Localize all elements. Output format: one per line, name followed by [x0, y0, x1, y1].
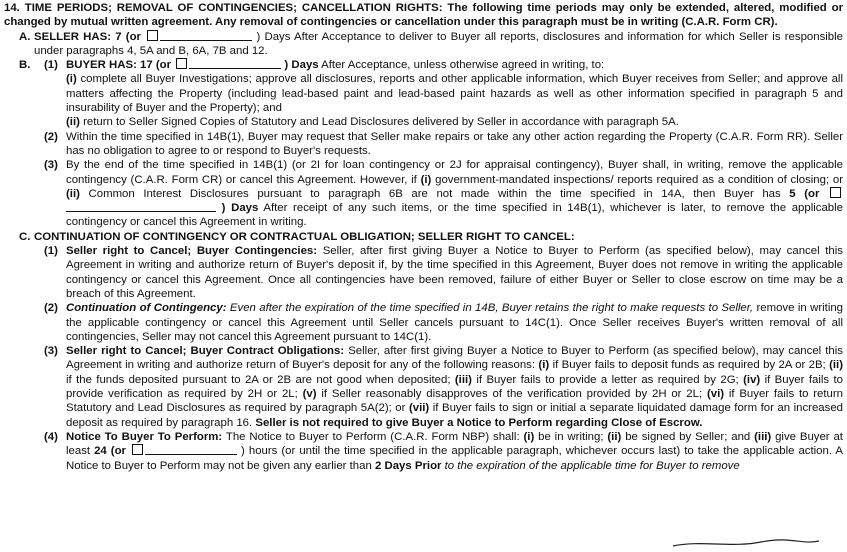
- paragraph-text: remove in writing the applicable contingency or cancel this Agreement until Seller cancels pursuant to 14C(1). Once Seller receives Buyer's written removal of all contingencies, Seller may not cancel this Agreement pursuant to 14C(1).: [66, 302, 844, 343]
- clause-ii-text: Common Interest Disclosures pursuant to paragraph 6B are not made within the time specified in 14A, then Buyer has: [88, 187, 781, 200]
- reason-vii-text: if Buyer fails to sign or initial a separate liquidated damage form for an increased deposit as required by paragraph 16.: [66, 402, 843, 429]
- reason-iii-text: if Buyer fails to provide a letter as required by 2G;: [476, 373, 739, 386]
- reason-vii-label: (vii): [408, 402, 430, 415]
- paragraph-letter: A.: [19, 30, 31, 43]
- clause-i-label: (i): [420, 173, 432, 186]
- section-intro: The following time periods may only be extended, altered, modified or changed by mutual written agreement. Any removal of contingencies or cancellation under this paragraph must be in writing (C.A.R. Form CR).: [4, 2, 844, 29]
- paragraph-text-3: to the expiration of the applicable time for Buyer to remove: [444, 459, 740, 472]
- item-label: Seller right to Cancel; Buyer Contract Obligations:: [66, 345, 345, 358]
- item-number: (1): [44, 59, 58, 72]
- paragraph-text: By the end of the time specified in 14B(1) (or 2I for loan contingency or 2J for appraisal contingency), Buyer shall, in writing, remove the applicable contingency (C.A.R. Form CR) or cancel this Agreement. However, if: [66, 159, 843, 186]
- buyer-has-label: BUYER HAS: 17 (or: [66, 59, 172, 72]
- paragraph-text: Seller, after first giving Buyer a Notice to Buyer to Perform (as specified below), may cancel this Agreement in writing and authorize return of Buyer's deposit if, by the time specified in this Agreement, Buyer does not remove in writing the applicable contingency or cancel this Agreement. Once all contingencies have been removed, failure of either Buyer or Seller to close escrow on time may be a breach of this Agreement.: [66, 245, 843, 300]
- paragraph-14b2: [4, 130, 843, 159]
- reason-iv-text: if Buyer fails to provide verification as required by 2H or 2L;: [66, 373, 843, 401]
- clause-ii-label: (ii): [66, 187, 80, 200]
- paragraph-14b3: [4, 158, 843, 229]
- paragraph-title: CONTINUATION OF CONTINGENCY OR CONTRACTUAL OBLIGATION; SELLER RIGHT TO CANCEL:: [34, 230, 575, 243]
- clause-i-text: government-mandated inspections/ reports required as a condition of closing; or: [435, 173, 843, 186]
- alternate-hours-checkbox[interactable]: [132, 444, 143, 455]
- paragraph-text-2: ) hours (or until the time specified in the applicable paragraph, whichever occurs last) to take the applicable action. A Notice to Buyer to Perform may not be given any earlier than: [66, 445, 844, 472]
- paragraph-14c4: [4, 430, 843, 473]
- paragraph-14c: [4, 230, 843, 244]
- item-number: (3): [44, 159, 58, 172]
- item-number: (4): [44, 430, 58, 443]
- alternate-days-checkbox[interactable]: [147, 30, 158, 41]
- days-label: 5 (or: [789, 187, 820, 200]
- clause-i-label: (i): [66, 73, 77, 86]
- alternate-days-field[interactable]: [189, 68, 281, 69]
- hours-label: 24 (or: [94, 445, 126, 458]
- clause-i-label: (i): [523, 430, 535, 443]
- reason-ii-text: if the funds deposited pursuant to 2A or 2B are not good when deposited;: [66, 373, 451, 386]
- reason-iv-label: (iv): [743, 373, 761, 386]
- seller-has-label: SELLER HAS: 7 (or: [34, 30, 141, 43]
- paragraph-letter: C.: [19, 230, 31, 243]
- alternate-hours-field[interactable]: [145, 454, 237, 455]
- clause-iii-label: (iii): [754, 430, 772, 443]
- item-number: (2): [44, 130, 58, 143]
- alternate-days-field[interactable]: [66, 211, 216, 212]
- section-14-heading: [4, 1, 843, 30]
- reason-v-label: (v): [302, 388, 317, 401]
- reason-i-text: if Buyer fails to deposit funds as required by 2A or 2B;: [552, 359, 826, 372]
- item-number: (3): [44, 345, 58, 358]
- paragraph-text: After Acceptance, unless otherwise agreed in writing, to:: [321, 59, 605, 72]
- reason-ii-label: (ii): [829, 359, 844, 372]
- clause-ii-label: (ii): [66, 116, 80, 129]
- paragraph-14c3: [4, 344, 843, 430]
- clause-ii-text: be signed by Seller; and: [625, 430, 751, 443]
- reason-iii-label: (iii): [454, 373, 472, 386]
- paragraph-14c1: [4, 244, 843, 301]
- paragraph-14c2: [4, 301, 843, 344]
- days-label: ) Days: [284, 59, 319, 72]
- paragraph-text-end: After receipt of any such items, or the time specified in 14B(1), whichever is later, to remove the applicable contingency or cancel this Agreement in writing.: [66, 202, 843, 229]
- clause-i-text: complete all Buyer Investigations; approve all disclosures, reports and other applicable information, which Buyer receives from Seller; and approve all matters affecting the Property (including lead-based paint and lead-based paint hazards as well as other information specified in paragraph 5 and insurability of Buyer and the Property); and: [66, 73, 843, 115]
- days-prior-label: 2 Days Prior: [374, 459, 442, 472]
- item-label: Notice To Buyer To Perform:: [66, 430, 223, 443]
- paragraph-text: The Notice to Buyer to Perform (C.A.R. Form NBP) shall:: [225, 430, 520, 443]
- clause-ii-text: return to Seller Signed Copies of Statutory and Lead Disclosures delivered by Seller in accordance with paragraph 5A.: [83, 116, 679, 129]
- section-number: 14.: [4, 2, 20, 14]
- item-label: Seller right to Cancel; Buyer Contingencies:: [66, 245, 318, 258]
- paragraph-letter: B.: [19, 59, 31, 72]
- italic-text: Even after the expiration of the time specified in 14B, Buyer retains the right to make requests to Seller,: [229, 302, 754, 315]
- clause-ii-label: (ii): [607, 430, 622, 443]
- days-suffix: ) Days: [221, 202, 259, 215]
- paragraph-14a: [4, 30, 843, 59]
- paragraph-text: Seller, after first giving Buyer a Notice to Buyer to Perform (as specified below), may cancel this Agreement in writing and authorize return of Buyer's deposit for any of the following reasons:: [66, 345, 843, 372]
- reason-vi-text: if Buyer fails to return Statutory and Lead Disclosures as required by paragraph 5A(2); or: [66, 388, 844, 415]
- section-title: TIME PERIODS; REMOVAL OF CONTINGENCIES; CANCELLATION RIGHTS:: [24, 2, 443, 14]
- item-number: (1): [44, 245, 58, 258]
- clause-iii-text: give Buyer at least: [66, 430, 843, 458]
- paragraph-text: ) Days After Acceptance to deliver to Buyer all reports, disclosures and information for which Seller is responsible under paragraphs 4, 5A and B, 6A, 7B and 12.: [34, 30, 844, 57]
- reason-i-label: (i): [538, 359, 550, 372]
- item-label: Continuation of Contingency:: [66, 302, 227, 315]
- alternate-days-field[interactable]: [160, 40, 252, 41]
- signature-stroke: [671, 536, 821, 550]
- reason-v-text: if Seller reasonably disapproves of the verification provided by 2H or 2L;: [321, 388, 703, 401]
- reason-vi-label: (vi): [706, 388, 725, 401]
- alternate-days-checkbox[interactable]: [830, 187, 841, 198]
- paragraph-14b1: [4, 58, 843, 129]
- bold-closing-text: Seller is not required to give Buyer a Notice to Perform regarding Close of Escrow.: [255, 416, 703, 429]
- clause-i-text: be in writing;: [538, 430, 604, 443]
- paragraph-text: Within the time specified in 14B(1), Buyer may request that Seller make repairs or take any other action regarding the Property (C.A.R. Form RR). Seller has no obligation to agree to or respond to Buyer's requests.: [66, 130, 843, 157]
- alternate-days-checkbox[interactable]: [176, 58, 187, 69]
- item-number: (2): [44, 302, 58, 315]
